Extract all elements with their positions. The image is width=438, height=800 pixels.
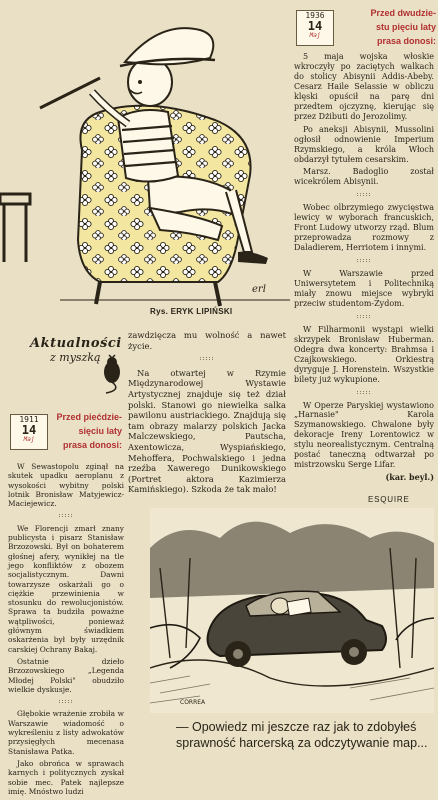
cartoon-lipinski — [0, 0, 290, 322]
middle-column-text — [128, 330, 286, 498]
calendar-day: 14 — [307, 19, 323, 33]
article-paragraph: Jako obrońca w sprawach karnych i politycznych zyskał sobie mec. Patek najlepsze imię. Mnóstwo ludzi — [8, 758, 124, 796]
right-column-text — [294, 52, 434, 483]
source-label: ESQUIRE — [368, 495, 410, 504]
right-column-header — [336, 6, 436, 48]
separator: ::::: — [356, 312, 372, 320]
article-paragraph: W Sewastopolu zginął na skutek upadku aeroplanu z wysokości wybitny polski lotnik Bronisław Matyjewicz-Maciejewicz. — [8, 462, 124, 509]
mouse-icon — [100, 354, 124, 394]
cartoon-esquire — [150, 508, 434, 713]
logo-subtitle: z myszką — [50, 351, 101, 364]
left-column-text — [8, 462, 124, 799]
separator: ::::: — [58, 698, 74, 706]
article-paragraph: Po aneksji Abisynii, Mussolini ogłosił odnowienie Imperium Rzymskiego, a króla Włoch obdarzył tytułem cesarskim. — [294, 124, 434, 164]
cartoon2-signature: CORREA — [180, 699, 206, 706]
header-line: prasa donosi: — [62, 440, 122, 450]
separator: ::::: — [356, 388, 372, 396]
header-line: Przed dwudzie- — [370, 8, 436, 18]
header-line: prasa donosi: — [376, 36, 436, 46]
header-line: Przed piećdzie- — [56, 412, 122, 422]
car-in-wilderness-illustration — [150, 508, 434, 713]
left-column-header — [46, 410, 122, 452]
article-paragraph: W Filharmonii wystąpi wielki skrzypek Bronisław Huberman. Odegra dwa koncerty: Brahmsa i Czajkowskiego. Orkiestrą dyryguje J. Horenstein. Wszystkie bilety już wykupione. — [294, 324, 434, 384]
article-paragraph: 5 maja wojska włoskie wkroczyły po zaciętych walkach do stolicy Abisynii Addis-Abeby. Cesarz Haile Selassie w obliczu klęski opuścił na parę dni przedtem ojczyznę, kierując się przez Dżibuti do Jerozolimy. — [294, 52, 434, 121]
column-logo — [30, 336, 122, 396]
logo-title: Aktualności — [30, 336, 122, 351]
article-paragraph: Marsz. Badoglio został wicekrólem Abisynii. — [294, 167, 434, 187]
article-paragraph: W Warszawie przed Uniwersytetem i Politechniką miały znowu miejsce wybryki przeciw studentom-Żydom. — [294, 269, 434, 308]
article-paragraph: Na otwartej w Rzymie Międzynarodowej Wystawie Artystycznej znajduje się też dział polski. Stanowi go niewielka salka pawilonu austriackiego. Znajdują się tam obrazy malarzy polskich Jacka Malczewskiego, Pautscha, Axentowicza, Wyspiańskiego, Mehoffera, Pochwalskiego i jedna rzeźba Xawerego Dunikowskiego (Portret aktora Kazimierza Kamińskiego). Szkoda że tak mało! — [128, 367, 286, 495]
article-continuation: zawdzięcza mu wolność a nawet życie. — [128, 330, 286, 351]
separator: ::::: — [356, 257, 372, 265]
header-line: stu pięciu laty — [375, 22, 436, 32]
cartoon1-signature: erl — [252, 284, 266, 295]
header-line: sięciu laty — [78, 426, 122, 436]
calendar-1911 — [10, 414, 48, 450]
calendar-month: Maj — [23, 436, 35, 443]
calendar-day: 14 — [21, 423, 37, 437]
calendar-1936 — [296, 10, 334, 46]
article-paragraph: Ostatnie dzieło Brzozowskiego „Legenda Młodej Polski" obudziło wielkie dyskusje. — [8, 656, 124, 694]
article-paragraph: W Operze Paryskiej wystawiono „Harnasie" Karola Szymanowskiego. Chwalone były dekoracje Ireny Lorentowicz w stylu neorealistycznym. Centralną postać taneczną odtwarzał po mistrzowsku Serge Lifar. — [294, 400, 434, 470]
cartoon1-credit: Rys. ERYK LIPIŃSKI — [150, 307, 233, 316]
separator: ::::: — [199, 355, 215, 363]
calendar-month: Maj — [309, 32, 321, 39]
calendar-year: 1911 — [19, 415, 39, 424]
separator: ::::: — [356, 191, 372, 199]
man-in-armchair-illustration — [0, 0, 290, 322]
article-paragraph: Głębokie wrażenie zrobiła w Warszawie wiadomość o wykreśleniu z listy adwokatów przysięgłych mecenasa Stanisława Patka. — [8, 709, 124, 756]
separator: ::::: — [58, 512, 74, 520]
article-paragraph: Wobec olbrzymiego zwycięstwa lewicy w wyborach francuskich, Front Ludowy utworzy rząd. Blum przeprowadza rozmowy z Daladierem, Herriotem i innymi. — [294, 203, 434, 253]
cartoon2-caption: — Opowiedz mi jeszcze raz jak to zdobyłeś sprawność harcerską za odczytywanie map... — [176, 720, 428, 750]
byline: (kar. beyl.) — [385, 472, 434, 483]
calendar-year: 1936 — [305, 11, 325, 20]
article-paragraph: We Florencji zmarł znany publicysta i pisarz Stanisław Brzozowski. Był on bohaterem głośnej afery, wynikłej na tle jego konfliktów z obozem socjalistycznym. Dawni towarzysze oskarżali go o ciężkie przewinienia w stosunku do rewolucjonistów. Sprawa ta budziła poważne wątpliwości, ponieważ głównym świadkiem oskarżenia był były urzędnik carskiej Ochrany Bakaj. — [8, 523, 124, 654]
